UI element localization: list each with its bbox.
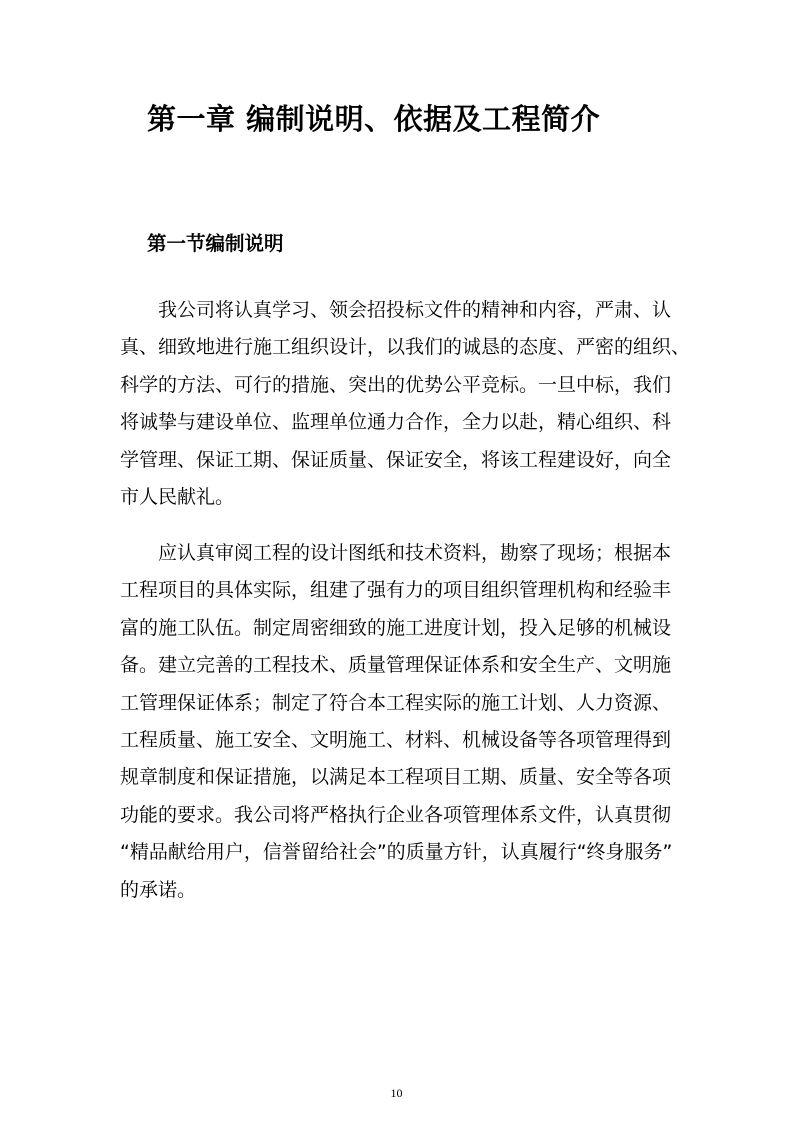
paragraph-line: 工管理保证体系；制定了符合本工程实际的施工计划、人力资源、 [120, 691, 672, 714]
paragraph-line: 应认真审阅工程的设计图纸和技术资料，勘察了现场；根据本 [158, 542, 672, 564]
paragraph-line: 学管理、保证工期、保证质量、保证安全，将该工程建设好，向全 [120, 448, 672, 471]
paragraph-line: 富的施工队伍。制定周密细致的施工进度计划，投入足够的机械设 [120, 616, 672, 639]
paragraph-line: “精品献给用户，信誉留给社会”的质量方针，认真履行“终身服务” [120, 841, 673, 864]
paragraph-line: 规章制度和保证措施，以满足本工程项目工期、质量、安全等各项 [120, 766, 672, 789]
section-title: 第一节编制说明 [147, 232, 284, 255]
paragraph-line: 工程项目的具体实际，组建了强有力的项目组织管理机构和经验丰 [120, 579, 672, 602]
page-number: 10 [390, 1086, 403, 1100]
paragraph-compilation-statement [120, 292, 691, 516]
chapter-title: 第一章 编制说明、依据及工程简介 [147, 102, 601, 136]
paragraph-line: 市人民献礼。 [120, 485, 235, 508]
paragraph-line: 的承诺。 [120, 878, 197, 901]
paragraph-line: 科学的方法、可行的措施、突出的优势公平竞标。一旦中标，我们 [120, 373, 672, 396]
paragraph-line: 我公司将认真学习、领会招投标文件的精神和内容，严肃、认 [158, 299, 672, 321]
paragraph-line: 真、细致地进行施工组织设计，以我们的诚恳的态度、严密的组织、 [120, 336, 691, 359]
paragraph-preparation-measures [120, 535, 680, 909]
paragraph-line: 将诚挚与建设单位、监理单位通力合作，全力以赴，精心组织、科 [120, 411, 672, 434]
paragraph-line: 工程质量、施工安全、文明施工、材料、机械设备等各项管理得到 [120, 728, 672, 751]
paragraph-line: 功能的要求。我公司将严格执行企业各项管理体系文件，认真贯彻 [120, 803, 672, 826]
paragraph-line: 备。建立完善的工程技术、质量管理保证体系和安全生产、文明施 [120, 654, 672, 677]
